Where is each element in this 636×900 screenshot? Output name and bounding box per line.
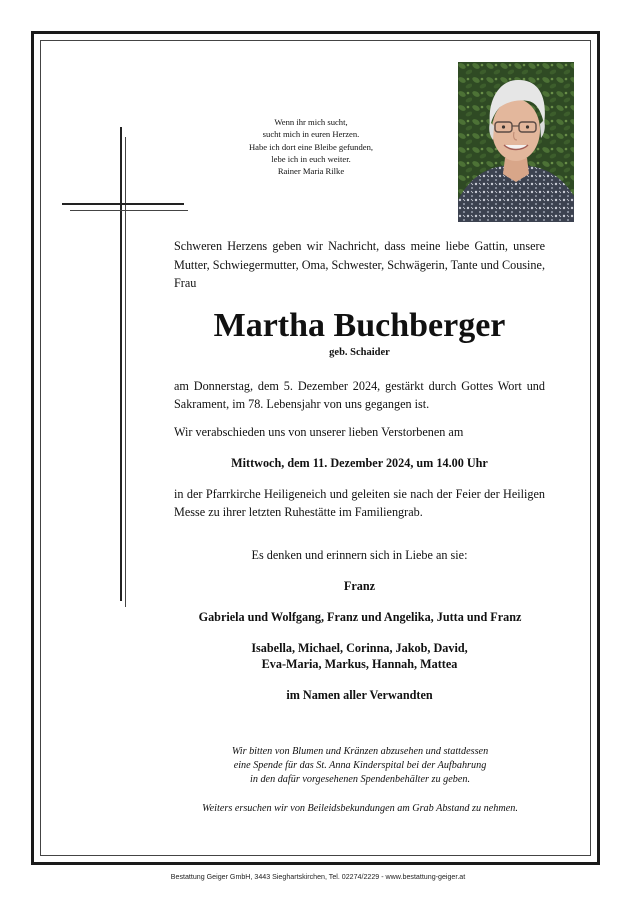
poem-author: Rainer Maria Rilke <box>277 166 345 177</box>
condolence-request: Weiters ersuchen wir von Beileidsbekundungen am Grab Abstand zu nehmen. <box>202 803 518 814</box>
footer-imprint: Bestattung Geiger GmbH, 3443 Sieghartskirchen, Tel. 02274/2229 - www.bestattung-geiger.at <box>170 873 466 881</box>
donation-line: Wir bitten von Blumen und Kränzen abzusehen und stattdessen <box>231 746 489 757</box>
mourner-grandchildren-line1: Isabella, Michael, Corinna, Jakob, David, <box>251 641 468 655</box>
funeral-place: in der Pfarrkirche Heiligeneich und geleiten sie nach der Feier der Heiligen Messe zu ihrer letzten Ruhestätte im Familiengrab. <box>174 487 545 519</box>
poem <box>232 116 390 177</box>
mourner-relatives: im Namen aller Verwandten <box>286 688 433 702</box>
maiden-name: geb. Schaider <box>329 347 390 358</box>
deceased-name: Martha Buchberger <box>213 307 506 344</box>
poem-line: Wenn ihr mich sucht, <box>274 117 348 127</box>
farewell-intro: Wir verabschieden uns von unserer lieben Verstorbenen am <box>174 425 464 439</box>
poem-line: sucht mich in euren Herzen. <box>262 129 360 140</box>
portrait-photo <box>458 62 574 222</box>
donation-line: in den dafür vorgesehenen Spendenbehälter zu geben. <box>249 774 470 785</box>
mourner-children: Gabriela und Wolfgang, Franz und Angelika, Jutta und Franz <box>198 610 522 624</box>
mourners-intro: Es denken und erinnern sich in Liebe an sie: <box>251 548 468 562</box>
poem-line: Habe ich dort eine Bleibe gefunden, <box>248 141 374 152</box>
donation-line: eine Spende für das St. Anna Kinderspital bei der Aufbahrung <box>233 760 487 771</box>
mourner-grandchildren-line2: Eva-Maria, Markus, Hannah, Mattea <box>261 657 458 671</box>
poem-line: lebe ich in euch weiter. <box>271 153 351 164</box>
donation-request <box>150 745 570 787</box>
mourner-spouse: Franz <box>343 579 376 593</box>
funeral-date: Mittwoch, dem 11. Dezember 2024, um 14.00 Uhr <box>231 456 488 470</box>
death-paragraph: am Donnerstag, dem 5. Dezember 2024, gestärkt durch Gottes Wort und Sakrament, im 78. Lebensjahr von uns gegangen ist. <box>174 379 545 411</box>
intro-paragraph: Schweren Herzens geben wir Nachricht, dass meine liebe Gattin, unsere Mutter, Schwiegermutter, Oma, Schwester, Schwägerin, Tante und Cousine, Frau <box>174 239 545 290</box>
